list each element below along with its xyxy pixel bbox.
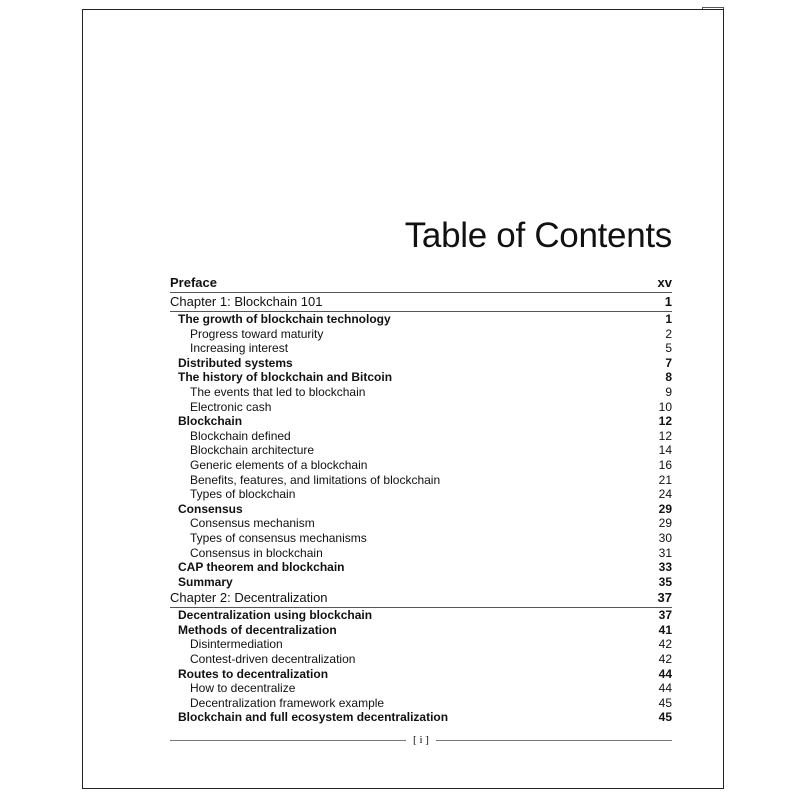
toc-entry-page: 10 [658, 399, 672, 414]
toc-entry-page: 41 [658, 622, 672, 637]
toc-subsection-row[interactable] [170, 637, 672, 652]
toc-entry-title: Consensus mechanism [190, 516, 315, 531]
toc-chapter-row[interactable] [170, 274, 672, 293]
toc-subsection-row[interactable] [170, 652, 672, 667]
toc-entry-title: Blockchain defined [190, 428, 291, 443]
toc-entry-page: 12 [658, 428, 672, 443]
toc-subsection-row[interactable] [170, 546, 672, 561]
toc-entry-title: Decentralization framework example [190, 695, 385, 710]
toc-entry-title: The history of blockchain and Bitcoin [178, 370, 393, 385]
toc-subsection-row[interactable] [170, 327, 672, 342]
toc-entry-page: 14 [658, 443, 672, 458]
toc-entry-title: Progress toward maturity [190, 326, 324, 341]
toc-entry-page: 42 [658, 652, 672, 667]
toc-entry-page: 1 [665, 312, 672, 326]
toc-section-row[interactable] [170, 623, 672, 638]
toc-entry-title: Disintermediation [190, 637, 283, 652]
footer-rule-right [436, 740, 672, 741]
toc-entry-page: 44 [658, 666, 672, 681]
toc-entry-title: Increasing interest [190, 341, 289, 356]
toc-entry-page: 45 [658, 695, 672, 710]
toc-entry-page: 37 [657, 590, 672, 606]
toc-entry-page: 2 [665, 326, 672, 341]
toc-entry-page: 16 [658, 457, 672, 472]
toc-entry-page: 44 [658, 681, 672, 696]
footer-page-number: [ i ] [413, 734, 429, 746]
toc-subsection-row[interactable] [170, 473, 672, 488]
toc-chapter-row[interactable] [170, 589, 672, 608]
toc-section-row[interactable] [170, 414, 672, 429]
toc-subsection-row[interactable] [170, 487, 672, 502]
toc-entry-page: 42 [658, 637, 672, 652]
toc-entry-title: Blockchain [178, 414, 243, 429]
toc-chapter-row[interactable] [170, 293, 672, 312]
table-of-contents [170, 274, 672, 725]
toc-section-row[interactable] [170, 667, 672, 682]
toc-entry-page: xv [657, 275, 672, 290]
toc-entry-page: 9 [665, 384, 672, 399]
toc-entry-title: Routes to decentralization [178, 666, 329, 681]
toc-entry-title: Types of consensus mechanisms [190, 530, 367, 545]
toc-entry-title: Blockchain architecture [190, 443, 315, 458]
toc-entry-page: 7 [665, 355, 672, 370]
toc-entry-page: 12 [658, 414, 672, 429]
toc-subsection-row[interactable] [170, 400, 672, 415]
toc-subsection-row[interactable] [170, 458, 672, 473]
toc-entry-page: 31 [658, 545, 672, 560]
toc-entry-title: The growth of blockchain technology [178, 312, 391, 326]
toc-section-row[interactable] [170, 560, 672, 575]
toc-subsection-row[interactable] [170, 696, 672, 711]
toc-entry-title: The events that led to blockchain [190, 384, 366, 399]
toc-entry-title: Blockchain and full ecosystem decentralization [178, 710, 449, 725]
toc-entry-title: Contest-driven decentralization [190, 652, 356, 667]
toc-entry-page: 35 [658, 574, 672, 589]
toc-entry-title: Consensus [178, 501, 243, 516]
toc-subsection-row[interactable] [170, 516, 672, 531]
toc-entry-page: 37 [658, 608, 672, 623]
toc-entry-page: 1 [664, 294, 672, 309]
toc-entry-page: 30 [658, 530, 672, 545]
toc-section-row[interactable] [170, 710, 672, 725]
toc-section-row[interactable] [170, 356, 672, 371]
toc-subsection-row[interactable] [170, 341, 672, 356]
toc-entry-page: 33 [658, 560, 672, 575]
toc-section-row[interactable] [170, 608, 672, 623]
toc-subsection-row[interactable] [170, 443, 672, 458]
toc-section-row[interactable] [170, 502, 672, 517]
toc-entry-title: Preface [170, 275, 217, 290]
toc-entry-title: Decentralization using blockchain [178, 608, 373, 623]
toc-entry-title: Chapter 1: Blockchain 101 [170, 294, 323, 309]
toc-entry-title: CAP theorem and blockchain [178, 560, 345, 575]
page-title: Table of Contents [404, 216, 672, 255]
toc-entry-page: 24 [658, 487, 672, 502]
toc-entry-title: Generic elements of a blockchain [190, 457, 368, 472]
toc-subsection-row[interactable] [170, 385, 672, 400]
toc-section-row[interactable] [170, 575, 672, 590]
toc-entry-page: 21 [658, 472, 672, 487]
toc-entry-title: Consensus in blockchain [190, 545, 323, 560]
toc-entry-title: Types of blockchain [190, 487, 296, 502]
toc-entry-title: Methods of decentralization [178, 622, 337, 637]
toc-entry-page: 5 [665, 341, 672, 356]
toc-entry-title: Chapter 2: Decentralization [170, 590, 328, 606]
toc-section-row[interactable] [170, 312, 672, 327]
page-footer [170, 732, 672, 748]
toc-subsection-row[interactable] [170, 531, 672, 546]
toc-entry-page: 45 [658, 710, 672, 725]
toc-entry-title: Benefits, features, and limitations of blockchain [190, 472, 441, 487]
toc-entry-title: How to decentralize [190, 681, 296, 696]
toc-subsection-row[interactable] [170, 429, 672, 444]
toc-entry-title: Electronic cash [190, 399, 272, 414]
toc-subsection-row[interactable] [170, 681, 672, 696]
toc-entry-title: Distributed systems [178, 355, 293, 370]
toc-entry-page: 29 [658, 516, 672, 531]
toc-entry-page: 8 [665, 370, 672, 385]
toc-section-row[interactable] [170, 370, 672, 385]
toc-entry-title: Summary [178, 574, 233, 589]
toc-entry-page: 29 [658, 501, 672, 516]
